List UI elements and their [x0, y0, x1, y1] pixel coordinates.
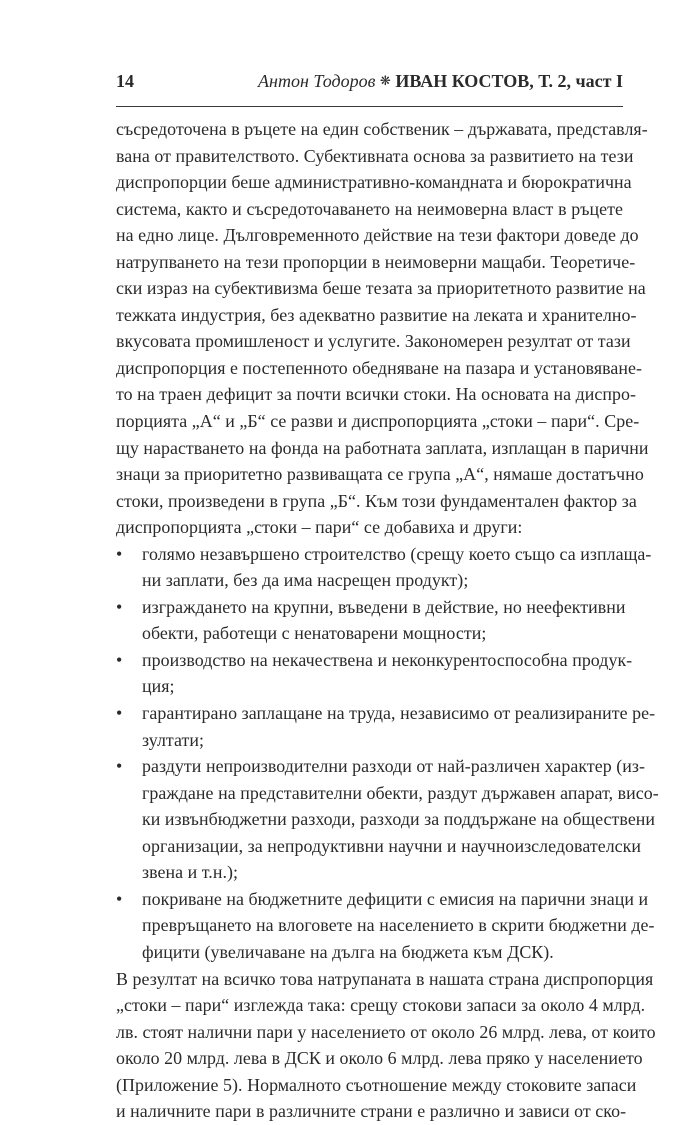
paragraph-line: ски израз на субективизма беше тезата за приоритетното развитие на [116, 278, 646, 299]
paragraph-line: щу нарастването на фонда на работната заплата, изплащан в парични [116, 437, 649, 458]
bullet-item [116, 700, 656, 727]
separator-ornament-icon: ❋ [379, 73, 391, 88]
paragraph-line: знаци за приоритетно развиващата се група „А“, нямаше достатъчно [116, 464, 644, 485]
bullet-item-line: ни заплати, без да има насрещен продукт); [142, 570, 469, 591]
bullet-item-line: голямо незавършено строителство (срещу което също са изплаща- [142, 543, 652, 564]
bullet-item-line: раздути непроизводителни разходи от най-различен характер (из- [142, 756, 646, 777]
bullet-item-line: организации, за непродуктивни научни и научноизследователски [142, 835, 642, 856]
bullet-item [116, 886, 649, 913]
paragraph-line: около 20 млрд. лева в ДСК и около 6 млрд. лева пряко у населението [116, 1048, 643, 1069]
paragraph-line: лв. стоят налични пари у населението от около 26 млрд. лева, от които [116, 1021, 656, 1042]
bullet-item-line: превръщането на влоговете на населението в скрити бюджетни де- [142, 915, 655, 936]
bullet-item-line: обекти, работещи с ненатоварени мощности; [142, 623, 487, 644]
running-title [258, 71, 623, 92]
header-rule [116, 106, 623, 107]
bullet-item [116, 753, 646, 780]
paragraph-line: система, както и съсредоточаването на неимоверна власт в ръцете [116, 198, 623, 219]
running-header [116, 71, 623, 101]
paragraph-line: и наличните пари в различните страни е различно и зависи от ско- [116, 1101, 627, 1122]
bullet-item-line: производство на некачествена и неконкурентоспособна продук- [142, 649, 633, 670]
paragraph-line: стоки, произведени в група „Б“. Към този фундаментален фактор за [116, 490, 637, 511]
bullet-icon: • [116, 649, 123, 670]
paragraph-line: (Приложение 5). Нормалното съотношение между стоковите запаси [116, 1074, 637, 1095]
bullet-item-line: гарантирано заплащане на труда, независимо от реализираните ре- [142, 703, 656, 724]
paragraph-line: диспропорцията „стоки – пари“ се добавиха и други: [116, 517, 523, 538]
book-title: ИВАН КОСТОВ, Т. 2, част I [395, 71, 623, 91]
bullet-item [116, 594, 626, 621]
paragraph-line: натрупването на тези пропорции в неимоверни мащаби. Теоретиче- [116, 251, 636, 272]
bullet-icon: • [116, 703, 123, 724]
paragraph-line: порцията „А“ и „Б“ се разви и диспропорцията „стоки – пари“. Сре- [116, 411, 640, 432]
bullet-item [116, 541, 652, 568]
paragraph-line: вана от правителството. Субективната основа за развитието на тези [116, 145, 634, 166]
bullet-item-line: фицити (увеличаване на дълга на бюджета към ДСК). [142, 941, 554, 962]
paragraph-line: диспропорция е постепенното обедняване на пазара и установяване- [116, 357, 642, 378]
paragraph-line: тежката индустрия, без адекватно развитие на леката и хранително- [116, 304, 637, 325]
bullet-item-line: покриване на бюджетните дефицити с емисия на парични знаци и [142, 888, 649, 909]
bullet-item-line: зултати; [142, 729, 205, 750]
paragraph-line: диспропорции беше административно-командната и бюрократична [116, 172, 632, 193]
bullet-icon: • [116, 888, 123, 909]
bullet-icon: • [116, 596, 123, 617]
paragraph-line: на едно лице. Дълговременното действие на тези фактори доведе до [116, 225, 639, 246]
bullet-item [116, 647, 633, 674]
bullet-icon: • [116, 756, 123, 777]
bullet-item-line: звена и т.н.); [142, 862, 239, 883]
bullet-icon: • [116, 543, 123, 564]
page-number: 14 [116, 71, 134, 91]
bullet-item-line: ция; [142, 676, 175, 697]
paragraph-line: вкусовата промишленост и услугите. Закономерен резултат от тази [116, 331, 631, 352]
body-text [116, 116, 659, 1125]
bullet-item-line: ки извънбюджетни разходи, разходи за поддържане на обществени [142, 809, 656, 830]
bullet-item-line: изграждането на крупни, въведени в действие, но неефективни [142, 596, 626, 617]
author-name: Антон Тодоров [258, 71, 376, 91]
paragraph-line: съсредоточена в ръцете на един собственик – държавата, представля- [116, 119, 648, 139]
bullet-item-line: граждане на представителни обекти, раздут държавен апарат, висо- [142, 782, 659, 803]
paragraph-line: то на траен дефицит за почти всички стоки. На основата на диспро- [116, 384, 637, 405]
paragraph-line: „стоки – пари“ изглежда така: срещу стокови запаси за около 4 млрд. [116, 995, 646, 1016]
paragraph-line: В резултат на всичко това натрупаната в нашата страна диспропорция [116, 968, 654, 989]
